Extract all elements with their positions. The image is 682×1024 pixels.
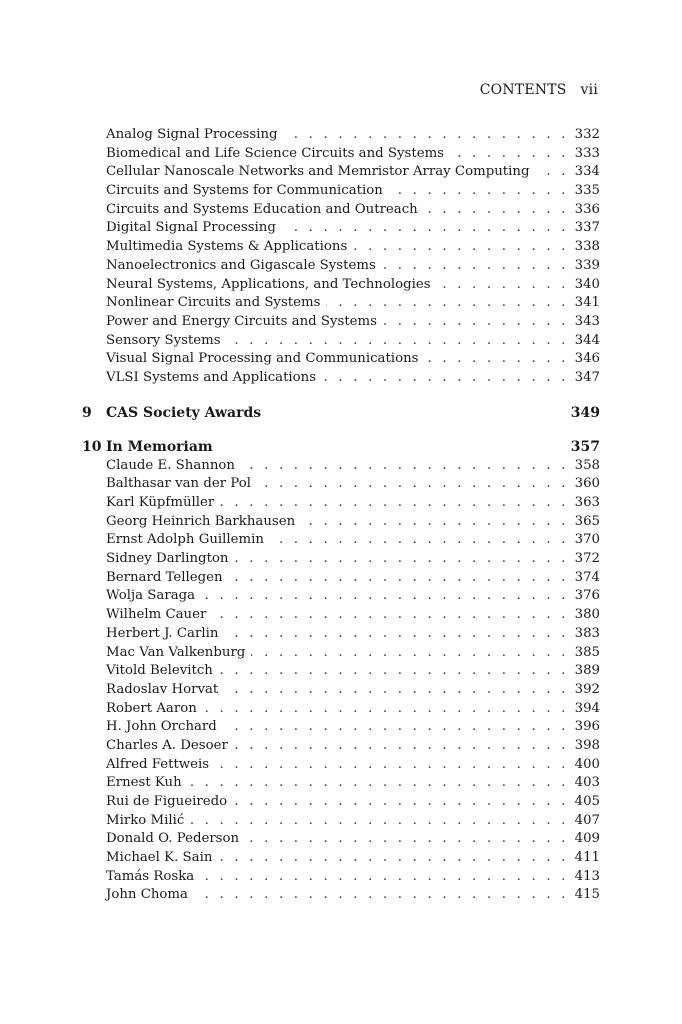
toc-entry-page-number: 407: [574, 812, 600, 828]
toc-entry[interactable]: [82, 737, 600, 756]
chapter-number: 10: [82, 438, 102, 455]
dot-leader: [215, 756, 568, 775]
toc-entry-title: VLSI Systems and Applications: [106, 369, 317, 385]
toc-entry[interactable]: [82, 238, 600, 257]
toc-entry-title: Circuits and Systems for Communication: [106, 183, 383, 199]
dot-leader: [389, 182, 569, 201]
dot-leader: [219, 662, 569, 681]
dot-leader: [200, 868, 568, 887]
toc-entry-page-number: 335: [574, 183, 600, 199]
toc-entry[interactable]: [82, 681, 600, 700]
dot-leader: [234, 550, 568, 569]
toc-entry-title: Mac Van Valkenburg: [106, 644, 246, 660]
toc-entry[interactable]: [82, 145, 600, 164]
toc-entry[interactable]: [82, 644, 600, 663]
toc-entry-title: John Choma: [106, 887, 188, 903]
toc-entry[interactable]: [82, 587, 600, 606]
toc-entry-title: Alfred Fettweis: [106, 756, 210, 772]
dot-leader: [190, 812, 568, 831]
toc-entry-title: Georg Heinrich Barkhausen: [106, 513, 296, 529]
chapter-9-heading[interactable]: [82, 403, 600, 423]
spacer: [82, 423, 600, 437]
toc-entry[interactable]: [82, 774, 600, 793]
dot-leader: [201, 587, 569, 606]
toc-entry-title: Ernst Adolph Guillemin: [106, 532, 264, 548]
toc-entry[interactable]: [82, 294, 600, 313]
running-header-section: CONTENTS: [479, 82, 567, 98]
toc-entry-title: Claude E. Shannon: [106, 457, 235, 473]
toc-entry-page-number: 340: [574, 276, 600, 292]
toc-entry-page-number: 332: [574, 127, 600, 142]
dot-leader: [382, 257, 569, 276]
toc-entry[interactable]: [82, 700, 600, 719]
toc-entry-title: Power and Energy Circuits and Systems: [106, 313, 377, 329]
dot-leader: [326, 294, 568, 313]
toc-entry-title: H. John Orchard: [106, 719, 217, 735]
chapter-page-number: 357: [570, 438, 600, 455]
toc-entry[interactable]: [82, 201, 600, 220]
toc-entry-page-number: 411: [574, 850, 600, 866]
toc-entry[interactable]: [82, 886, 600, 905]
toc-entry-title: Nonlinear Circuits and Systems: [106, 295, 321, 311]
toc-entry-page-number: 380: [574, 607, 600, 623]
toc-entry-page-number: 389: [574, 663, 600, 679]
toc-entry[interactable]: [82, 313, 600, 332]
dot-leader: [233, 793, 569, 812]
toc-entry-title: Visual Signal Processing and Communications: [106, 351, 419, 367]
running-header-page-number: vii: [580, 82, 598, 98]
chapter-number: 9: [82, 404, 92, 421]
toc-entry[interactable]: [82, 350, 600, 369]
dot-leader: [203, 700, 569, 719]
toc-entry-page-number: 337: [574, 220, 600, 236]
dot-leader: [270, 531, 569, 550]
toc-entry-page-number: 338: [574, 239, 600, 255]
section-8-entry-list: [82, 126, 600, 388]
toc-entry-page-number: 336: [574, 201, 600, 217]
toc-entry[interactable]: [82, 257, 600, 276]
dot-leader: [284, 126, 569, 145]
dot-leader: [383, 313, 569, 332]
toc-entry-page-number: 372: [574, 551, 600, 567]
dot-leader: [257, 475, 569, 494]
toc-entry-title: Ernest Kuh: [106, 775, 182, 791]
toc-entry[interactable]: [82, 531, 600, 550]
toc-entry-page-number: 385: [574, 644, 600, 660]
toc-entry-title: Neural Systems, Applications, and Technologies: [106, 276, 431, 292]
toc-entry[interactable]: [82, 550, 600, 569]
toc-entry-title: Multimedia Systems & Applications: [106, 239, 348, 255]
toc-entry[interactable]: [82, 182, 600, 201]
dot-leader: [224, 625, 568, 644]
toc-entry[interactable]: [82, 369, 600, 388]
dot-leader: [223, 718, 569, 737]
toc-entry[interactable]: [82, 276, 600, 295]
dot-leader: [241, 457, 569, 476]
dot-leader: [229, 569, 569, 588]
toc-entry[interactable]: [82, 718, 600, 737]
toc-entry-page-number: 363: [574, 495, 600, 510]
dot-leader: [450, 145, 569, 164]
toc-entry-title: Vitold Belevitch: [106, 663, 213, 679]
toc-entry[interactable]: [82, 475, 600, 494]
dot-leader: [234, 737, 569, 756]
toc-entry-page-number: 376: [574, 588, 600, 604]
toc-entry[interactable]: [82, 849, 600, 868]
toc-entry[interactable]: [82, 830, 600, 849]
toc-entry[interactable]: [82, 126, 600, 145]
toc-entry[interactable]: [82, 662, 600, 681]
toc-entry-page-number: 370: [574, 532, 600, 548]
toc-entry-page-number: 346: [574, 351, 600, 367]
toc-entry[interactable]: [82, 494, 600, 513]
toc-entry-title: Herbert J. Carlin: [106, 625, 219, 641]
toc-entry-page-number: 374: [574, 569, 600, 585]
toc-entry[interactable]: [82, 332, 600, 351]
toc-entry-title: Biomedical and Life Science Circuits and Systems: [106, 145, 444, 161]
toc-entry-page-number: 347: [574, 369, 600, 385]
dot-leader: [322, 369, 569, 388]
toc-entry-page-number: 343: [574, 313, 600, 329]
toc-entry-title: Charles A. Desoer: [106, 737, 228, 753]
dot-leader: [535, 163, 568, 182]
toc-entry[interactable]: [82, 793, 600, 812]
dot-leader: [224, 681, 568, 700]
running-header: [480, 82, 598, 98]
dot-leader: [218, 849, 568, 868]
dot-leader: [188, 774, 569, 793]
toc-entry-title: Sensory Systems: [106, 332, 221, 348]
dot-leader: [212, 606, 568, 625]
toc-entry-title: Wolja Saraga: [106, 588, 196, 604]
toc-entry-page-number: 415: [574, 887, 600, 903]
dot-leader: [424, 201, 569, 220]
toc-entry-page-number: 403: [574, 775, 600, 791]
toc-entry[interactable]: [82, 756, 600, 775]
toc-entry-title: Nanoelectronics and Gigascale Systems: [106, 257, 376, 273]
toc-entry-page-number: 383: [574, 625, 600, 641]
dot-leader: [227, 332, 569, 351]
toc-entry-page-number: 360: [574, 476, 600, 492]
toc-entry-page-number: 398: [574, 737, 600, 753]
chapter-title: CAS Society Awards: [106, 404, 262, 421]
toc-entry[interactable]: [82, 219, 600, 238]
toc-entry-page-number: 405: [574, 794, 600, 809]
dot-leader: [353, 238, 568, 257]
toc-entry[interactable]: [82, 606, 600, 625]
toc-entry-title: Karl Küpfmüller: [106, 495, 215, 510]
toc-entry[interactable]: [82, 625, 600, 644]
toc-entry-title: Circuits and Systems Education and Outreach: [106, 201, 418, 217]
table-of-contents: [82, 126, 600, 905]
toc-entry-title: Bernard Tellegen: [106, 569, 223, 585]
toc-entry-title: Digital Signal Processing: [106, 220, 276, 236]
dot-leader: [282, 219, 569, 238]
toc-entry-page-number: 400: [574, 756, 600, 772]
toc-entry[interactable]: [82, 868, 600, 887]
toc-entry-title: Wilhelm Cauer: [106, 607, 207, 623]
toc-entry-page-number: 339: [574, 257, 600, 273]
toc-entry-page-number: 394: [574, 700, 600, 716]
toc-entry[interactable]: [82, 812, 600, 831]
toc-entry[interactable]: [82, 457, 600, 476]
toc-entry[interactable]: [82, 163, 600, 182]
toc-entry-title: Michael K. Sain: [106, 850, 213, 866]
chapter-title: In Memoriam: [106, 438, 213, 455]
toc-entry-page-number: 392: [574, 681, 600, 697]
dot-leader: [245, 830, 569, 849]
toc-entry-title: Robert Aaron: [106, 700, 197, 716]
toc-entry-title: Cellular Nanoscale Networks and Memristor Array Computing: [106, 164, 530, 180]
toc-entry-title: Analog Signal Processing: [106, 127, 278, 142]
toc-entry-page-number: 344: [574, 332, 600, 348]
dot-leader: [194, 886, 569, 905]
toc-entry-title: Sidney Darlington: [106, 551, 229, 567]
toc-entry-title: Tamás Roska: [106, 868, 195, 884]
toc-entry-page-number: 333: [574, 145, 600, 161]
dot-leader: [301, 513, 568, 532]
toc-entry-page-number: 409: [574, 831, 600, 847]
dot-leader: [220, 494, 568, 513]
toc-entry-page-number: 358: [574, 457, 600, 473]
toc-entry-title: Mirko Milić: [106, 812, 185, 828]
toc-entry-title: Rui de Figueiredo: [106, 794, 228, 809]
dot-leader: [424, 350, 568, 369]
toc-entry-page-number: 413: [574, 868, 600, 884]
toc-entry-title: Donald O. Pederson: [106, 831, 240, 847]
dot-leader: [251, 644, 568, 663]
toc-entry-title: Balthasar van der Pol: [106, 476, 251, 492]
spacer: [82, 388, 600, 403]
toc-entry-page-number: 396: [574, 719, 600, 735]
chapter-10-entry-list: [82, 457, 600, 906]
toc-entry-page-number: 334: [574, 164, 600, 180]
toc-entry[interactable]: [82, 513, 600, 532]
toc-entry-page-number: 365: [574, 513, 600, 529]
toc-entry[interactable]: [82, 569, 600, 588]
chapter-page-number: 349: [570, 404, 600, 421]
toc-entry-page-number: 341: [574, 295, 600, 311]
toc-entry-title: Radoslav Horvat: [106, 681, 219, 697]
chapter-10-heading[interactable]: [82, 437, 600, 457]
dot-leader: [437, 276, 569, 295]
